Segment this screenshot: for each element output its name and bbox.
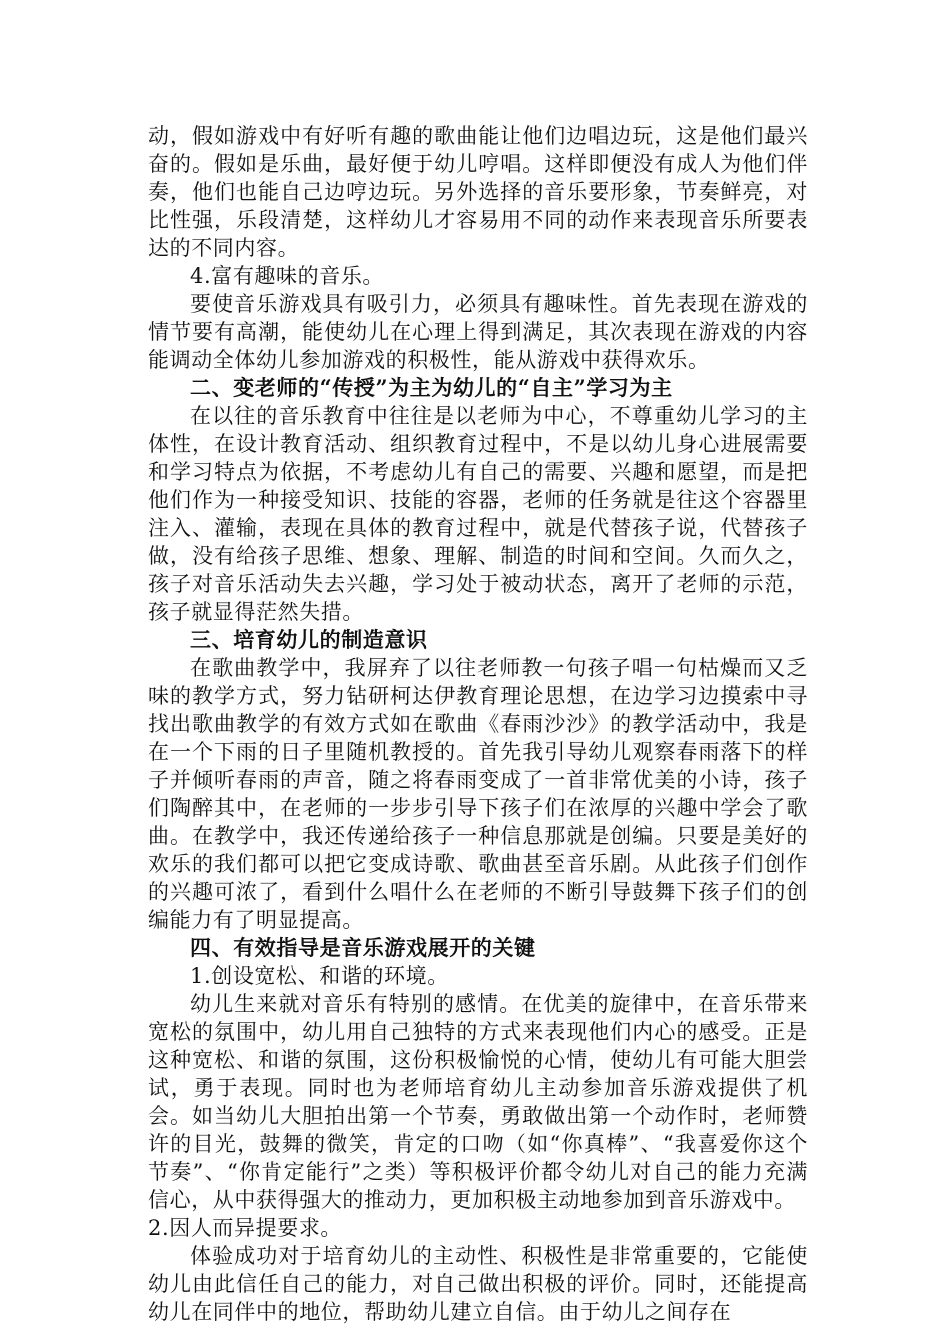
paragraph: 在歌曲教学中，我屏弃了以往老师教一句孩子唱一句枯燥而又乏味的教学方式，努力钻研柯达伊教育理论思想，在边学习边摸索中寻找出歌曲教学的有效方式如在歌曲《春雨沙沙》的教学活动中，我是在一个下雨的日子里随机教授的。首先我引导幼儿观察春雨落下的样子并倾听春雨的声音，随之将春雨变成了一首非常优美的小诗，孩子们陶醉其中，在老师的一步步引导下孩子们在浓厚的兴趣中学会了歌曲。在教学中，我还传递给孩子一种信息那就是创编。只要是美好的欢乐的我们都可以把它变成诗歌、歌曲甚至音乐剧。从此孩子们创作的兴趣可浓了，看到什么唱什么在老师的不断引导鼓舞下孩子们的创编能力有了明显提高。	[148, 656, 808, 932]
list-item-4: 4.富有趣味的音乐。	[190, 264, 385, 288]
paragraph: 体验成功对于培育幼儿的主动性、积极性是非常重要的，它能使幼儿由此信任自己的能力，对自己做出积极的评价。同时，还能提高幼儿在同伴中的地位，帮助幼儿建立自信。由于幼儿之间存在	[148, 1244, 808, 1324]
paragraph: 要使音乐游戏具有吸引力，必须具有趣味性。首先表现在游戏的情节要有高潮，能使幼儿在心理上得到满足，其次表现在游戏的内容能调动全体幼儿参加游戏的积极性，能从游戏中获得欢乐。	[148, 292, 808, 372]
paragraph: 在以往的音乐教育中往往是以老师为中心，不尊重幼儿学习的主体性，在设计教育活动、组织教育过程中，不是以幼儿身心进展需要和学习特点为依据，不考虑幼儿有自己的需要、兴趣和愿望，而是把他们作为一种接受知识、技能的容器，老师的任务就是往这个容器里注入、灌输，表现在具体的教育过程中，就是代替孩子说，代替孩子做，没有给孩子思维、想象、理解、制造的时间和空间。久而久之，孩子对音乐活动失去兴趣，学习处于被动状态，离开了老师的示范，孩子就显得茫然失措。	[148, 404, 808, 624]
section-heading-4: 四、有效指导是音乐游戏展开的关键	[190, 935, 536, 960]
document-page	[148, 122, 808, 1326]
paragraph-continuation: 动，假如游戏中有好听有趣的歌曲能让他们边唱边玩，这是他们最兴奋的。假如是乐曲，最好便于幼儿哼唱。这样即便没有成人为他们伴奏，他们也能自己边哼边玩。另外选择的音乐要形象，节奏鲜亮，对比性强，乐段清楚，这样幼儿才容易用不同的动作来表现音乐所要表达的不同内容。	[148, 124, 808, 260]
section-heading-3: 三、培育幼儿的制造意识	[190, 627, 428, 652]
paragraph: 幼儿生来就对音乐有特别的感情。在优美的旋律中，在音乐带来宽松的氛围中，幼儿用自己独特的方式来表现他们内心的感受。正是这种宽松、和谐的氛围，这份积极愉悦的心情，使幼儿有可能大胆尝试，勇于表现。同时也为老师培育幼儿主动参加音乐游戏提供了机会。如当幼儿大胆拍出第一个节奏，勇敢做出第一个动作时，老师赞许的目光，鼓舞的微笑，肯定的口吻（如“你真棒”、“我喜爱你这个节奏”、“你肯定能行”之类）等积极评价都令幼儿对自己的能力充满信心，从中获得强大的推动力，更加积极主动地参加到音乐游戏中。	[148, 992, 808, 1212]
list-item-2: 2.因人而异提要求。	[148, 1216, 343, 1240]
section-heading-2: 二、变老师的“传授”为主为幼儿的“自主”学习为主	[190, 375, 673, 400]
list-item-1: 1.创设宽松、和谐的环境。	[190, 964, 449, 988]
